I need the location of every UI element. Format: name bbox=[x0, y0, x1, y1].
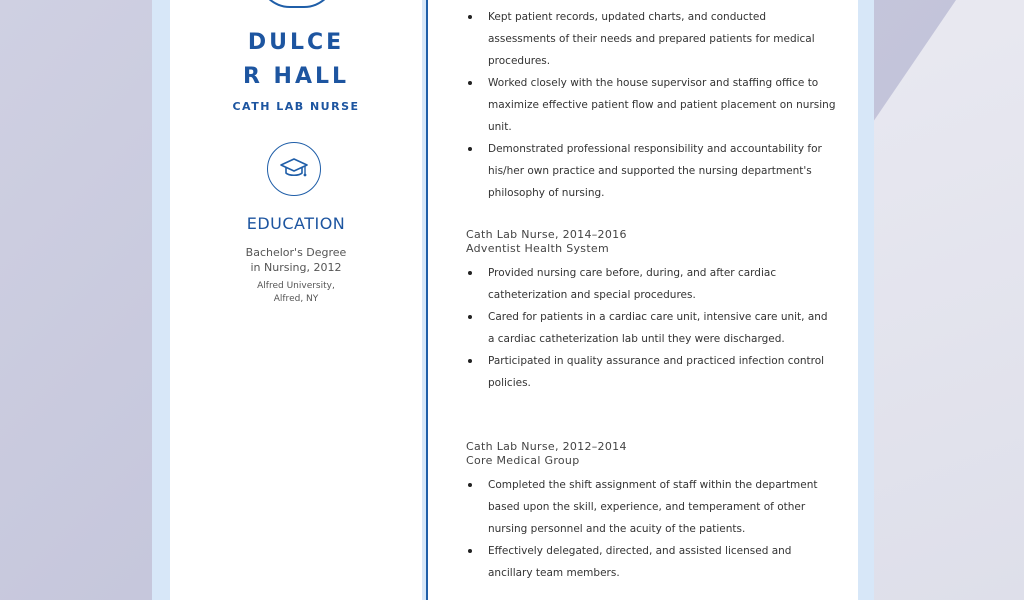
list-item: Provided nursing care before, during, and after cardiac catheterization and special procedures. bbox=[466, 262, 836, 306]
job-title: CATH LAB NURSE bbox=[232, 100, 360, 113]
job-2-employer: Adventist Health System bbox=[466, 242, 610, 255]
education-school-line1: Alfred University, bbox=[257, 281, 335, 291]
job-3-employer: Core Medical Group bbox=[466, 454, 580, 467]
job-entry-3 bbox=[466, 440, 836, 584]
education-school bbox=[170, 280, 422, 306]
job-2-title: Cath Lab Nurse, 2014–2016 bbox=[466, 228, 627, 241]
education-degree-line1: Bachelor's Degree bbox=[245, 246, 347, 259]
resume-sidebar bbox=[170, 0, 422, 600]
profile-photo-frame bbox=[258, 0, 336, 8]
resume-main bbox=[426, 0, 858, 600]
list-item: Worked closely with the house supervisor and staffing office to maximize effective patient flow and patient placement on nursing unit. bbox=[466, 72, 836, 138]
list-item: Effectively delegated, directed, and assisted licensed and ancillary team members. bbox=[466, 540, 836, 584]
education-degree-line2: in Nursing, 2012 bbox=[250, 261, 342, 274]
list-item: Cared for patients in a cardiac care unit, intensive care unit, and a cardiac catheterization lab until they were discharged. bbox=[466, 306, 836, 350]
name-last: R HALL bbox=[242, 64, 350, 89]
list-item: Completed the shift assignment of staff within the department based upon the skill, experience, and temperament of other nursing personnel and the acuity of the patients. bbox=[466, 474, 836, 540]
list-item: Kept patient records, updated charts, and conducted assessments of their needs and prepared patients for medical procedures. bbox=[466, 6, 836, 72]
resume-document bbox=[152, 0, 874, 600]
list-item: Participated in quality assurance and practiced infection control policies. bbox=[466, 350, 836, 394]
list-item: Demonstrated professional responsibility and accountability for his/her own practice and supported the nursing department's philosophy of nursing. bbox=[466, 138, 836, 204]
job-3-title: Cath Lab Nurse, 2012–2014 bbox=[466, 440, 627, 453]
name-first: DULCE bbox=[247, 30, 345, 55]
job-2-header bbox=[466, 228, 836, 256]
job-1-bullets bbox=[466, 6, 836, 204]
graduation-cap-icon bbox=[267, 142, 321, 196]
job-entry-2 bbox=[466, 228, 836, 394]
education-school-line2: Alfred, NY bbox=[273, 294, 319, 304]
job-3-header bbox=[466, 440, 836, 468]
job-entry-1 bbox=[466, 6, 836, 204]
education-degree bbox=[170, 245, 422, 275]
backdrop-paper-fold bbox=[854, 0, 1024, 600]
job-2-bullets bbox=[466, 262, 836, 394]
job-3-bullets bbox=[466, 474, 836, 584]
education-heading: EDUCATION bbox=[246, 214, 346, 233]
